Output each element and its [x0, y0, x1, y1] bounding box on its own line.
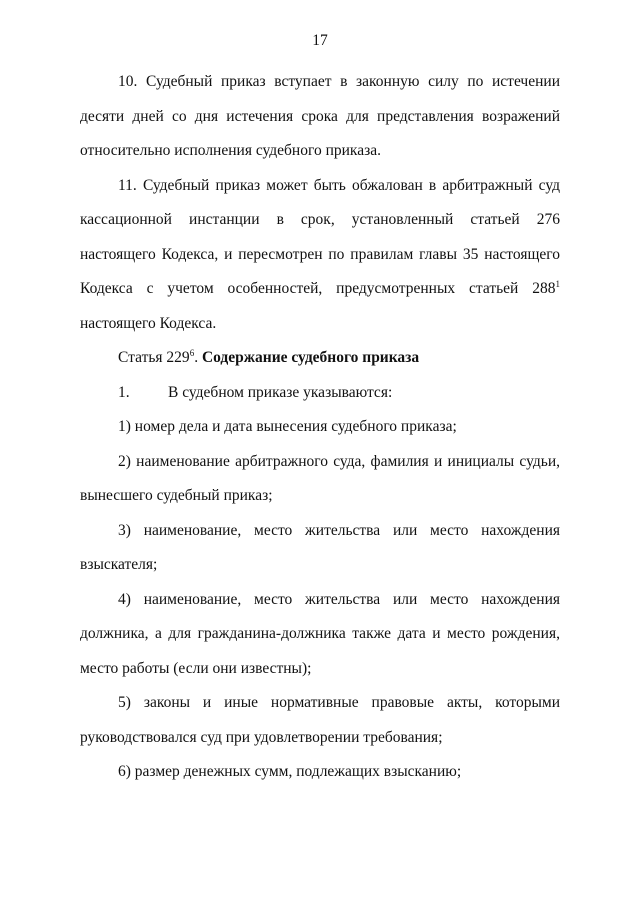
list-item-4: 4) наименование, место жительства или место нахождения должника, а для гражданина-должника также дата и место рождения, место работы (если они известны); — [80, 590, 560, 677]
list-item-5: 5) законы и иные нормативные правовые акты, которыми руководствовался суд при удовлетворении требования; — [80, 694, 560, 746]
article-superscript: 6 — [189, 348, 195, 358]
clause-1 — [80, 376, 560, 411]
article-heading — [80, 341, 560, 376]
list-item-6: 6) размер денежных сумм, подлежащих взысканию; — [118, 763, 462, 780]
paragraph-11-superscript: 1 — [555, 279, 560, 289]
clause-1-text: В судебном приказе указываются: — [168, 383, 393, 401]
paragraph-11-text: 11. Судебный приказ может быть обжалован в арбитражный суд кассационной инстанции в срок, установленный статьей 276 настоящего Кодекса, и пересмотрен по правилам главы 35 настоящего Кодекса с учетом особенностей, предусмотренных статьей 288 — [80, 176, 560, 297]
page-number: 17 — [312, 32, 328, 49]
paragraph-11 — [80, 169, 560, 342]
list-item-2: 2) наименование арбитражного суда, фамилия и инициалы судьи, вынесшего судебный приказ; — [80, 452, 560, 504]
paragraph-11-tail: настоящего Кодекса. — [80, 314, 217, 332]
article-title: Содержание судебного приказа — [201, 349, 420, 366]
clause-1-number: 1. — [118, 383, 130, 401]
article-number: Статья 229 — [118, 349, 190, 366]
list-item-1: 1) номер дела и дата вынесения судебного приказа; — [118, 418, 457, 435]
article-dot: . — [194, 349, 199, 366]
document-body — [80, 65, 560, 790]
list-item-3: 3) наименование, место жительства или место нахождения взыскателя; — [80, 521, 560, 573]
paragraph-10: 10. Судебный приказ вступает в законную силу по истечении десяти дней со дня истечения срока для представления возражений относительно исполнения судебного приказа. — [80, 73, 560, 159]
